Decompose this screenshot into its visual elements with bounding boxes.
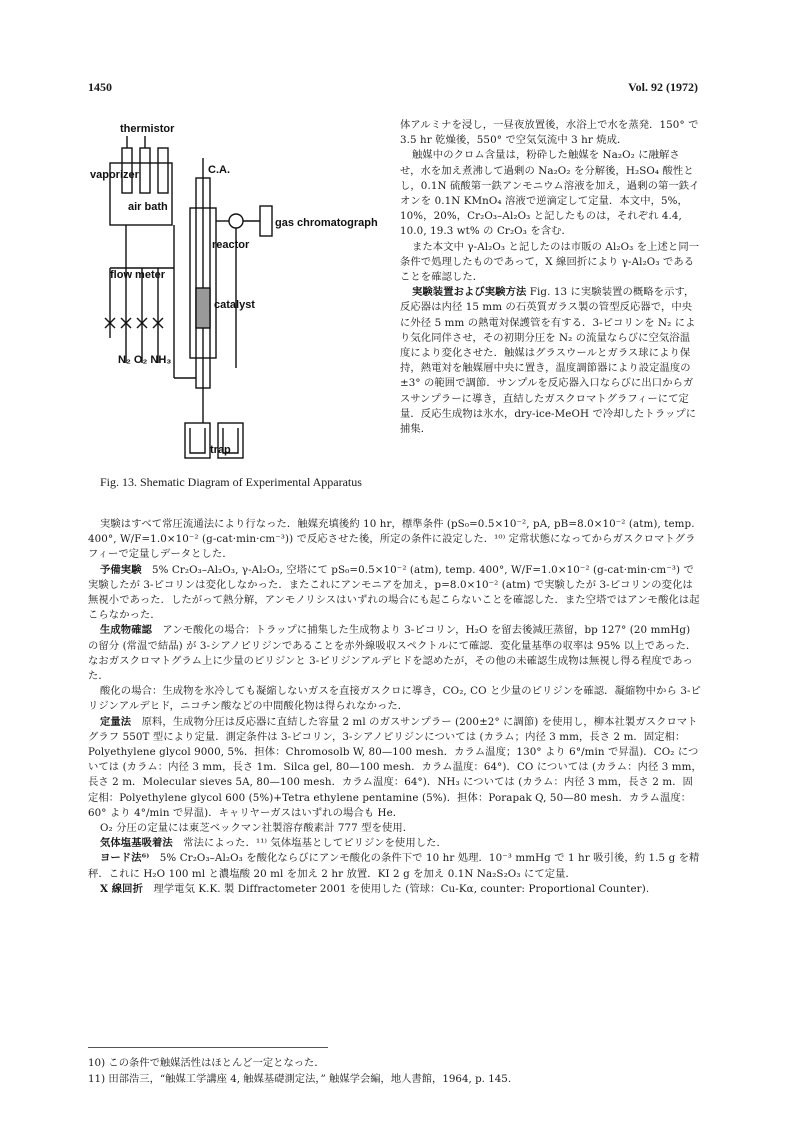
paragraph (88, 517, 703, 563)
section-text: 原料，生成物分圧は反応器に直結した容量 2 ml のガスサンプラー (200±2° に調節) を使用し，柳本社製ガスクロマトグラフ 550T 型により定量．測定条件は 3-ピコリン，3-シアノピリジンについては (カラム；内径 3 mm，長さ 2 m．固定相：Polyethylene glycol 9000, 5%．担体：Chromosolb W, 80—100 mesh．カラム温度；130° より 6°/min で昇温)．CO₂ については (カラム：内径 3 mm，長さ 1m．Silca gel, 80—100 mesh．カラム温度：64°)．CO については (カラム：内径 3 mm，長さ 2 m．Molecular sieves 5A, 80—100 mesh．カラム温度：64°)．NH₃ については (カラム：内径 3 mm，長さ 2 m．固定相：Polyethylene glycol 600 (5%)+Tetra ethylene pentamine (5%)．担体：Porapak Q, 50—80 mesh．カラム温度：60° より 4°/min で昇温)．キャリヤーガスはいずれの場合も He． (88, 715, 702, 819)
apparatus-schematic (90, 118, 400, 488)
footnote: 10) この条件で触媒活性はほとんど一定となった． (88, 1057, 325, 1069)
section-text: 実験はすべて常圧流通法により行なった．触媒充填後約 10 hr，標準条件 (pS₀=0.5×10⁻², pA, pB=8.0×10⁻² (atm), temp. 400°, W/F=1.0×10⁻² (g-cat·min·cm⁻³)) で反応させた後，所定の条件に設定した．¹⁰⁾ 定常状態になってからガスクロマトグラフィーで定量しデータとした． (88, 518, 696, 561)
page-number: 1450 (88, 80, 112, 94)
paragraph (88, 623, 703, 684)
footnote-rule (88, 1047, 328, 1048)
label-gas-chromatograph: gas chromatograph (275, 217, 378, 229)
label-reactor: reactor (212, 239, 250, 251)
section-text: 5% Cr₂O₃–Al₂O₃, γ-Al₂O₃, 空塔にて pS₀=0.5×10⁻² (atm), temp. 400°, W/F=1.0×10⁻² (g-cat·min·cm⁻³) で実験したが 3-ピコリンは変化しなかった．またこれにアンモニアを加え，p=8.0×10⁻² (atm) で実験したが 3-ピコリンの変化は無視小であった．したがって熱分解，アンモノリシスはいずれの場合にも起こらないことを確認した．また空塔ではアンモ酸化は起こらなかった． (88, 563, 700, 622)
paragraph (88, 715, 703, 821)
label-catalyst: catalyst (214, 299, 255, 311)
right-column (400, 118, 700, 437)
footnotes (88, 1055, 703, 1087)
paragraph (88, 821, 703, 836)
body-text (88, 517, 703, 897)
section-text: アンモ酸化の場合：トラップに捕集した生成物より 3-ピコリン，H₂O を留去後減圧蒸留，bp 127° (20 mmHg) の留分 (常温で結晶) が 3-シアノピリジンであることを赤外線吸収スペクトルにて確認．変化量基準の収率は 95% 以上であった．なおガスクロマトグラム上に少量のピリジンと 3-ピリジンアルデヒドを認めたが，その他の未確認生成物は無視し得る程度であった． (88, 624, 697, 683)
paragraph (400, 285, 700, 437)
label-air-bath: air bath (128, 201, 168, 213)
paragraph: 触媒中のクロム含量は，粉砕した触媒を Na₂O₂ に融解させ，水を加え煮沸して過剰の Na₂O₂ を分解後，H₂SO₄ 酸性とし，0.1N 硫酸第一鉄アンモニウム溶液を加え，過剰の第一鉄イオンを 0.1N KMnO₄ 溶液で逆滴定して定量．本文中，5%，10%，20%，Cr₂O₃–Al₂O₃ と記したものは，それぞれ 4.4, 10.0, 19.3 wt% の Cr₂O₃ を含む． (400, 149, 700, 238)
section-heading: 実験装置および実験方法 (412, 286, 527, 299)
section-text: 常法によった．¹¹⁾ 気体塩基としてピリジンを使用した． (183, 837, 447, 850)
paragraph: また本文中 γ-Al₂O₃ と記したのは市販の Al₂O₃ を上述と同一条件で処理したものであって，X 線回折により γ-Al₂O₃ であることを確認した． (400, 240, 700, 284)
section-text: O₂ 分圧の定量には東芝ベックマン社製溶存酸素計 777 型を使用． (100, 822, 414, 835)
volume-info: Vol. 92 (1972) (628, 80, 698, 94)
figure-caption: Fig. 13. Shematic Diagram of Experimental Apparatus (100, 475, 362, 489)
label-gases: N₂ O₂ NH₃ (118, 354, 172, 366)
section-heading: 予備実験 (100, 563, 142, 576)
label-vaporizer: vaporizer (90, 169, 139, 181)
label-ca: C.A. (208, 164, 230, 176)
footnote: 11) 田部浩三，“触媒工学講座 4, 触媒基礎測定法，” 触媒学会編，地人書館，1964, p. 145. (88, 1073, 512, 1085)
section-text: 理学電気 K.K. 製 Diffractometer 2001 を使用した (管球：Cu-Kα, counter: Proportional Counter). (153, 882, 650, 895)
section-heading: ヨード法⁶⁾ (100, 852, 150, 865)
paragraph (88, 836, 703, 851)
section-text: 酸化の場合：生成物を氷冷しても凝縮しないガスを直接ガスクロに導き，CO₂, CO と少量のピリジンを確認．凝縮物中から 3-ピリジンアルデヒド，ニコチン酸などの中間酸化物は得られなかった． (88, 685, 701, 713)
label-thermistor: thermistor (120, 123, 175, 135)
section-text: Fig. 13 に実験装置の概略を示す，反応器は内径 15 mm の石英質ガラス製の管型反応器で，中央に外径 5 mm の熱電対保護管を有する．3-ピコリンを N₂ により気化同伴させ，その初期分圧を N₂ の流量ならびに空気浴温度により変化させた．触媒はグラスウールとガラス球により保持，熱電対を触媒層中央に置き，温度調節器により設定温度の ±3° の範囲で調節．サンプルを反応器入口ならびに出口からガスサンプラーに導き，直結したガスクロマトグラフィーにて定量．反応生成物は氷水，dry-ice-MeOH で冷却したトラップに捕集． (400, 286, 697, 436)
paragraph: 体アルミナを浸し，一昼夜放置後，水浴上で水を蒸発．150° で 3.5 hr 乾燥後，550° で空気気流中 3 hr 焼成． (400, 119, 699, 147)
section-heading: 生成物確認 (100, 624, 152, 637)
section-heading: 気体塩基吸着法 (100, 837, 173, 850)
apparatus-diagram (90, 118, 400, 488)
paragraph (88, 684, 703, 714)
paragraph (88, 851, 703, 881)
section-heading: X 線回折 (100, 882, 143, 895)
label-flow-meter: flow meter (110, 269, 166, 281)
label-trap: trap (210, 444, 231, 456)
section-text: 5% Cr₂O₃–Al₂O₃ を酸化ならびにアンモ酸化の条件下で 10 hr 処理．10⁻³ mmHg で 1 hr 吸引後，約 1.5 g を精秤．これに H₂O 100 ml と濃塩酸 20 ml を加え 2 hr 放置．KI 2 g を加え 0.1N Na₂S₂O₃ にて定量． (88, 852, 700, 880)
paragraph (88, 882, 703, 897)
paragraph (88, 563, 703, 624)
section-heading: 定量法 (100, 715, 132, 728)
